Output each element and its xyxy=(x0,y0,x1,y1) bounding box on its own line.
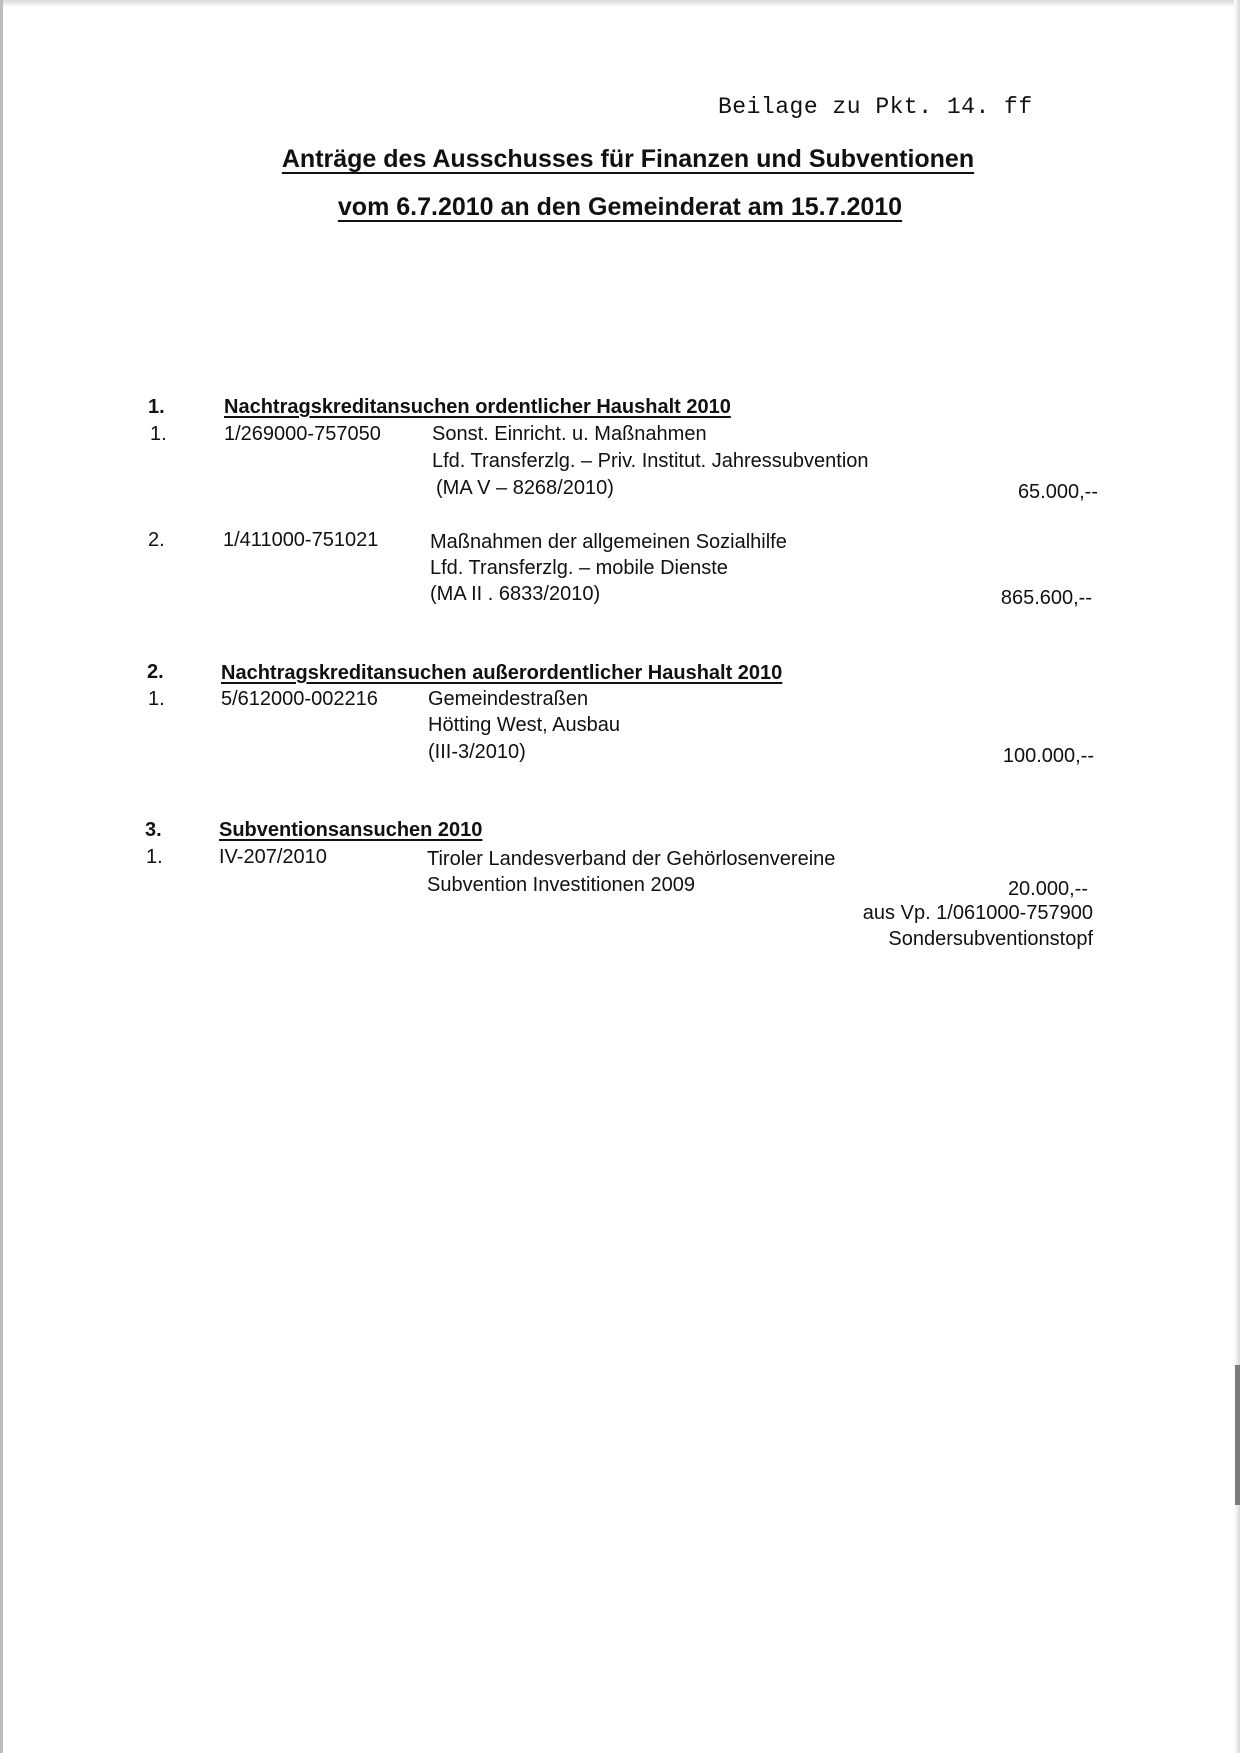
document-title-line-2: vom 6.7.2010 an den Gemeinderat am 15.7.2010 xyxy=(337,193,903,221)
section-1-item-1-code: 1/269000-757050 xyxy=(224,423,381,445)
section-1-item-2-amount: 865.600,-- xyxy=(1000,587,1092,609)
section-1-item-2-line-2: Lfd. Transferzlg. – mobile Dienste xyxy=(430,557,728,579)
attachment-stamp: Beilage zu Pkt. 14. ff xyxy=(718,94,1033,120)
section-3-item-1-line-1: Tiroler Landesverband der Gehörlosenvereine xyxy=(427,848,836,870)
section-1-heading: Nachtragskreditansuchen ordentlicher Haushalt 2010 xyxy=(224,396,731,418)
section-3-number: 3. xyxy=(145,819,162,841)
section-2-item-1-line-3: (III-3/2010) xyxy=(428,741,526,763)
section-1-item-1-line-1: Sonst. Einricht. u. Maßnahmen xyxy=(432,423,707,445)
section-2-item-1-amount: 100.000,-- xyxy=(1002,745,1094,767)
section-1-item-1-line-3: (MA V – 8268/2010) xyxy=(436,477,614,499)
section-1-item-2-number: 2. xyxy=(148,529,165,551)
section-3-item-1-amount: 20.000,-- xyxy=(1007,878,1088,900)
section-3-item-1-code: IV-207/2010 xyxy=(219,846,327,868)
section-1-item-2-line-1: Maßnahmen der allgemeinen Sozialhilfe xyxy=(430,531,787,553)
section-2-item-1-code: 5/612000-002216 xyxy=(221,688,378,710)
section-1-number: 1. xyxy=(148,396,165,418)
section-1-item-2-line-3: (MA II . 6833/2010) xyxy=(430,583,601,605)
scan-edge-top xyxy=(0,0,1240,7)
section-3-item-1-number: 1. xyxy=(146,846,163,868)
document-title-line-1: Anträge des Ausschusses für Finanzen und Subventionen xyxy=(281,145,975,173)
section-2-heading: Nachtragskreditansuchen außerordentlicher Haushalt 2010 xyxy=(221,662,783,684)
section-2-item-1-line-1: Gemeindestraßen xyxy=(428,688,589,710)
section-3-item-1-note-line-2: Sondersubventionstopf xyxy=(888,928,1093,950)
section-1-item-2-code: 1/411000-751021 xyxy=(223,529,379,551)
section-2-item-1-number: 1. xyxy=(148,688,165,710)
section-3-item-1-note-line-1: aus Vp. 1/061000-757900 xyxy=(862,902,1093,924)
section-1-item-1-line-2: Lfd. Transferzlg. – Priv. Institut. Jahressubvention xyxy=(432,450,869,472)
section-2-item-1-line-2: Hötting West, Ausbau xyxy=(428,714,620,736)
section-2-number: 2. xyxy=(147,661,164,683)
scan-edge-left xyxy=(0,0,3,1753)
section-3-item-1-line-2: Subvention Investitionen 2009 xyxy=(427,874,695,896)
section-3-heading: Subventionsansuchen 2010 xyxy=(219,819,483,841)
scan-mark-right xyxy=(1235,1365,1240,1505)
section-1-item-1-amount: 65.000,-- xyxy=(1017,481,1098,503)
section-1-item-1-number: 1. xyxy=(150,423,167,445)
